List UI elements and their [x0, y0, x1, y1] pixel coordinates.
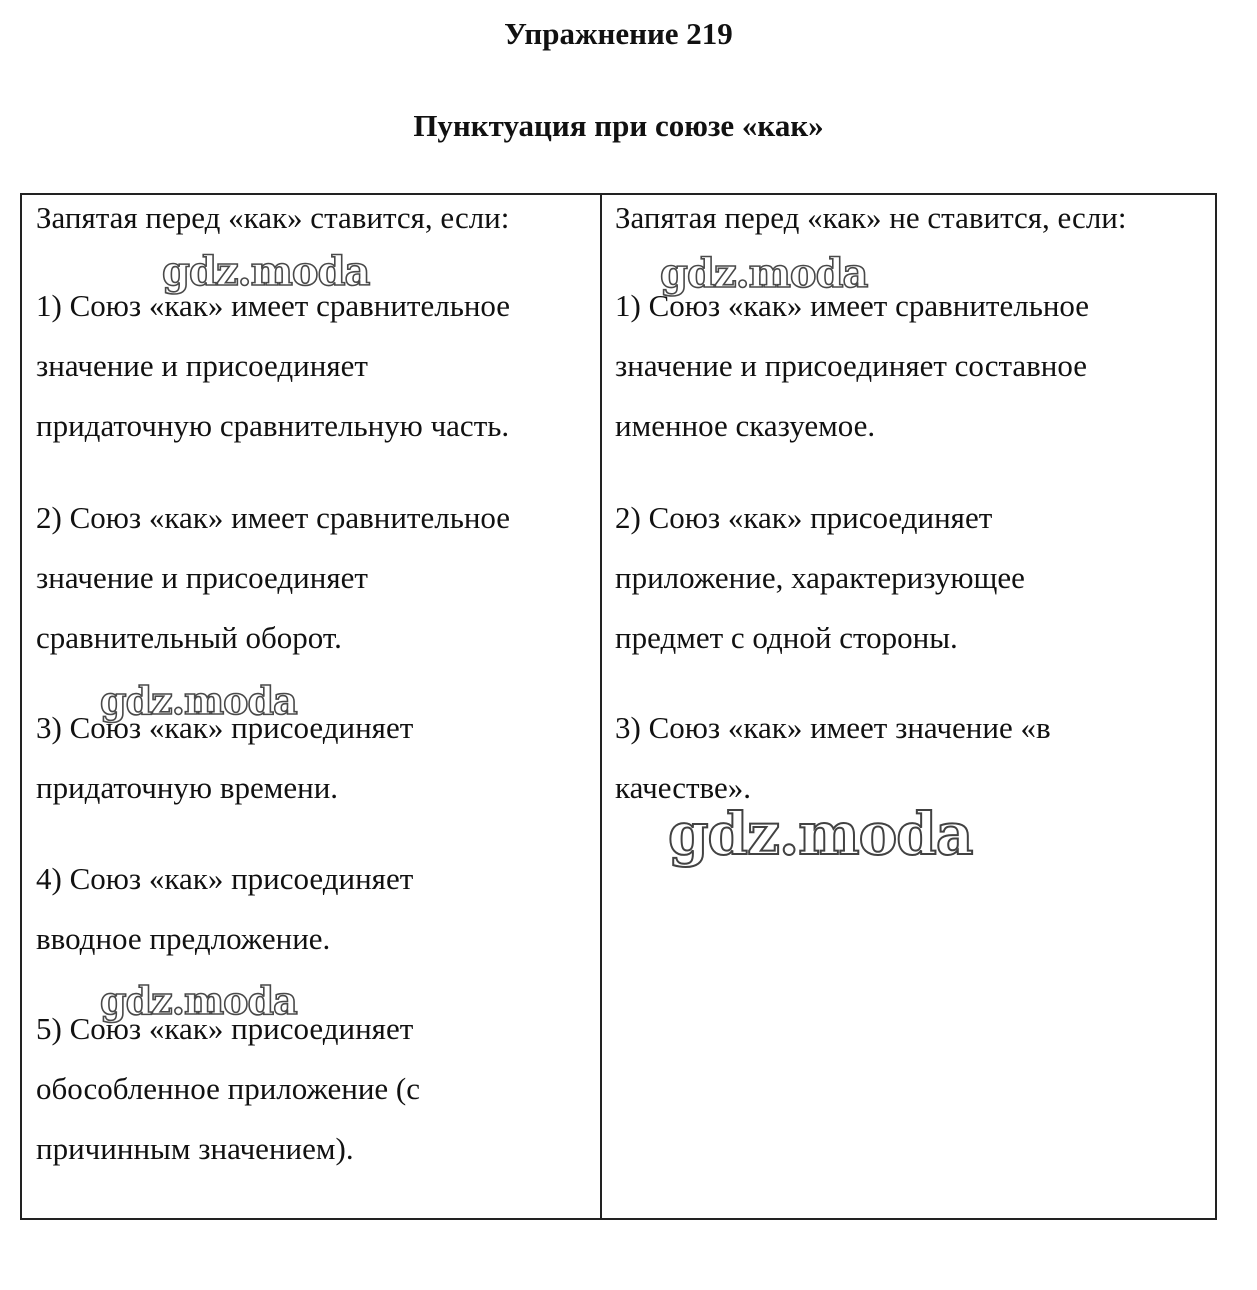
left-item-2-line-2: значение и присоединяет [36, 560, 368, 595]
left-item-2-line-1: 2) Союз «как» имеет сравнительное [36, 500, 511, 535]
right-item-3-line-1: 3) Союз «как» имеет значение «в [615, 710, 1051, 745]
watermark-logo: gdz.moda [660, 250, 868, 297]
left-item-1-line-1: 1) Союз «как» имеет сравнительное [36, 288, 511, 323]
exercise-title: Упражнение 219 [504, 16, 733, 51]
right-item-1-line-2: значение и присоединяет составное [615, 348, 1088, 383]
left-item-1-line-2: значение и присоединяет [36, 348, 368, 383]
right-item-2-line-2: приложение, характеризующее [615, 560, 1025, 595]
watermark-logo: gdz.moda [100, 678, 297, 723]
right-heading: Запятая перед «как» не ставится, если: [615, 200, 1127, 235]
left-heading: Запятая перед «как» ставится, если: [36, 200, 510, 235]
left-item-4-line-2: вводное предложение. [36, 921, 331, 956]
right-column [602, 195, 1215, 1218]
left-item-3-line-1: 3) Союз «как» присоединяет [36, 710, 414, 745]
left-item-2-line-3: сравнительный оборот. [36, 620, 342, 655]
left-item-3-line-2: придаточную времени. [36, 770, 339, 805]
left-item-5-line-2: обособленное приложение (с [36, 1071, 421, 1106]
watermark-logo: gdz.moda [100, 978, 297, 1023]
left-item-5-line-3: причинным значением). [36, 1131, 354, 1166]
watermark-logo: gdz.moda [162, 248, 370, 295]
left-item-5-line-1: 5) Союз «как» присоединяет [36, 1011, 414, 1046]
right-item-3-line-2: качестве». [615, 770, 752, 805]
left-item-1-line-3: придаточную сравнительную часть. [36, 408, 510, 443]
punctuation-table [20, 193, 1217, 1220]
right-item-2-line-3: предмет с одной стороны. [615, 620, 958, 655]
right-item-1-line-1: 1) Союз «как» имеет сравнительное [615, 288, 1090, 323]
right-item-1-line-3: именное сказуемое. [615, 408, 876, 443]
left-column [22, 195, 602, 1218]
left-item-4-line-1: 4) Союз «как» присоединяет [36, 861, 414, 896]
watermark-logo: gdz.moda [668, 800, 973, 868]
right-item-2-line-1: 2) Союз «как» присоединяет [615, 500, 993, 535]
topic-title: Пунктуация при союзе «как» [413, 108, 824, 143]
